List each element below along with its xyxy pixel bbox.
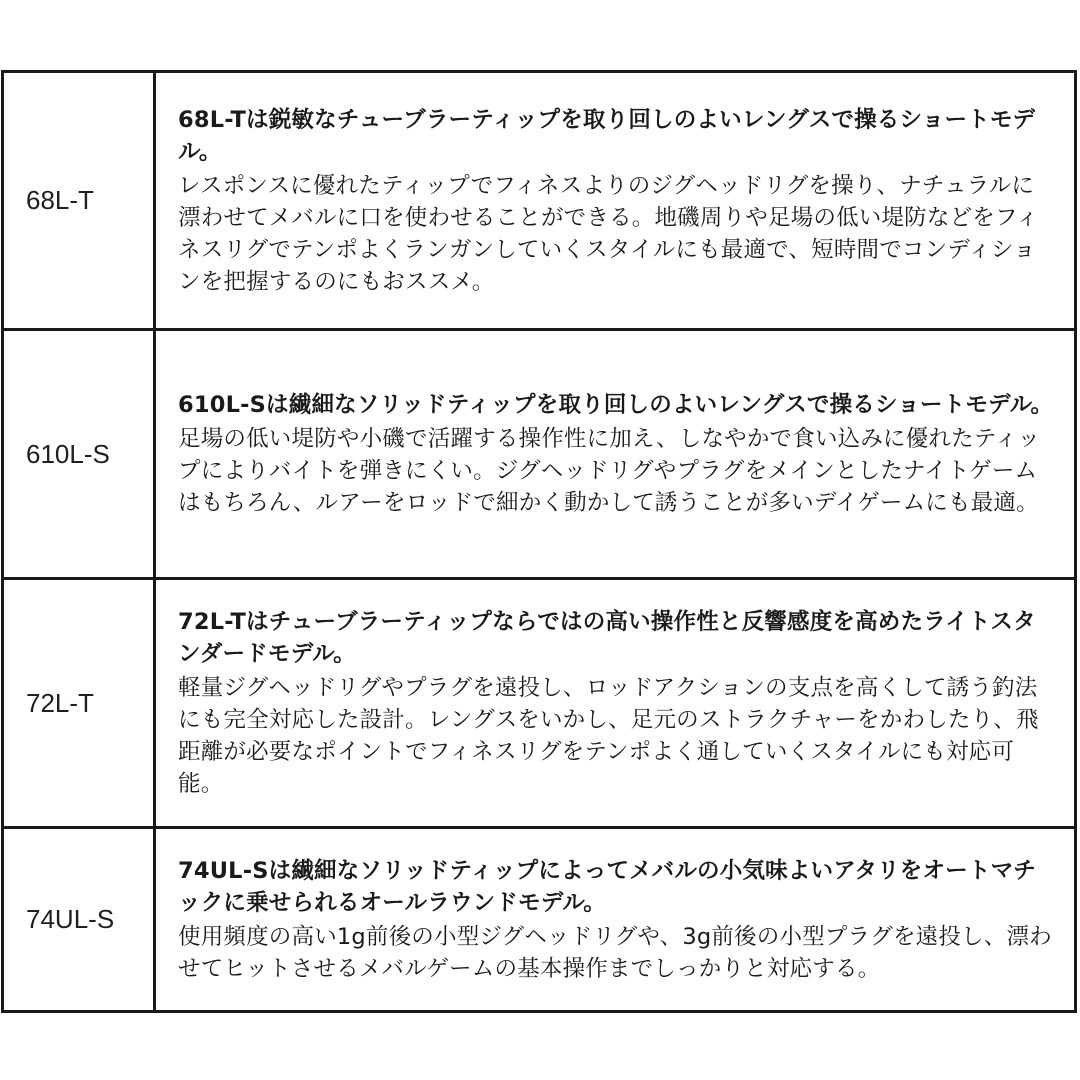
description-body: レスポンスに優れたティップでフィネスよりのジグヘッドリグを操り、ナチュラルに漂わせてメバルに口を使わせることができる。地磯周りや足場の低い堤防などをフィネスリグでテンポよくランガンしていくスタイルにも最適で、短時間でコンディションを把握するのにもおススメ。 (178, 172, 1039, 295)
description-cell (155, 579, 1076, 828)
description-body: 足場の低い堤防や小磯で活躍する操作性に加え、しなやかで食い込みに優れたティップによりバイトを弾きにくい。ジグヘッドリグやプラグをメインとしたナイトゲームはもちろん、ルアーをロッドで細かく動かして誘うことが多いデイゲームにも最適。 (178, 426, 1041, 516)
table-row (3, 828, 1076, 1012)
model-name-cell: 74UL-S (3, 828, 155, 1012)
description-cell (155, 72, 1076, 330)
model-name-cell: 610L-S (3, 330, 155, 579)
table-row (3, 330, 1076, 579)
table-row (3, 72, 1076, 330)
description-body: 使用頻度の高い1g前後の小型ジグヘッドリグや、3g前後の小型プラグを遠投し、漂わせてヒットさせるメバルゲームの基本操作までしっかりと対応する。 (178, 923, 1052, 982)
description-headline: 74UL-Sは繊細なソリッドティップによってメバルの小気味よいアタリをオートマチックに乗せられるオールラウンドモデル。 (178, 857, 1036, 916)
description-headline: 610L-Sは繊細なソリッドティップを取り回しのよいレングスで操るショートモデル。 (178, 392, 1054, 418)
description-cell (155, 828, 1076, 1012)
rod-spec-table (1, 70, 1077, 1013)
description-cell (155, 330, 1076, 579)
model-name-cell: 68L-T (3, 72, 155, 330)
description-headline: 68L-Tは鋭敏なチューブラーティップを取り回しのよいレングスで操るショートモデル。 (178, 106, 1036, 165)
description-headline: 72L-Tはチューブラーティップならではの高い操作性と反響感度を高めたライトスタンダードモデル。 (178, 609, 1036, 667)
description-body: 軽量ジグヘッドリグやプラグを遠投し、ロッドアクションの支点を高くして誘う釣法にも完全対応した設計。レングスをいかし、足元のストラクチャーをかわしたり、飛距離が必要なポイントでフィネスリグをテンポよく通していくスタイルにも対応可能。 (178, 675, 1039, 797)
table-row (3, 579, 1076, 828)
model-name-cell: 72L-T (3, 579, 155, 828)
